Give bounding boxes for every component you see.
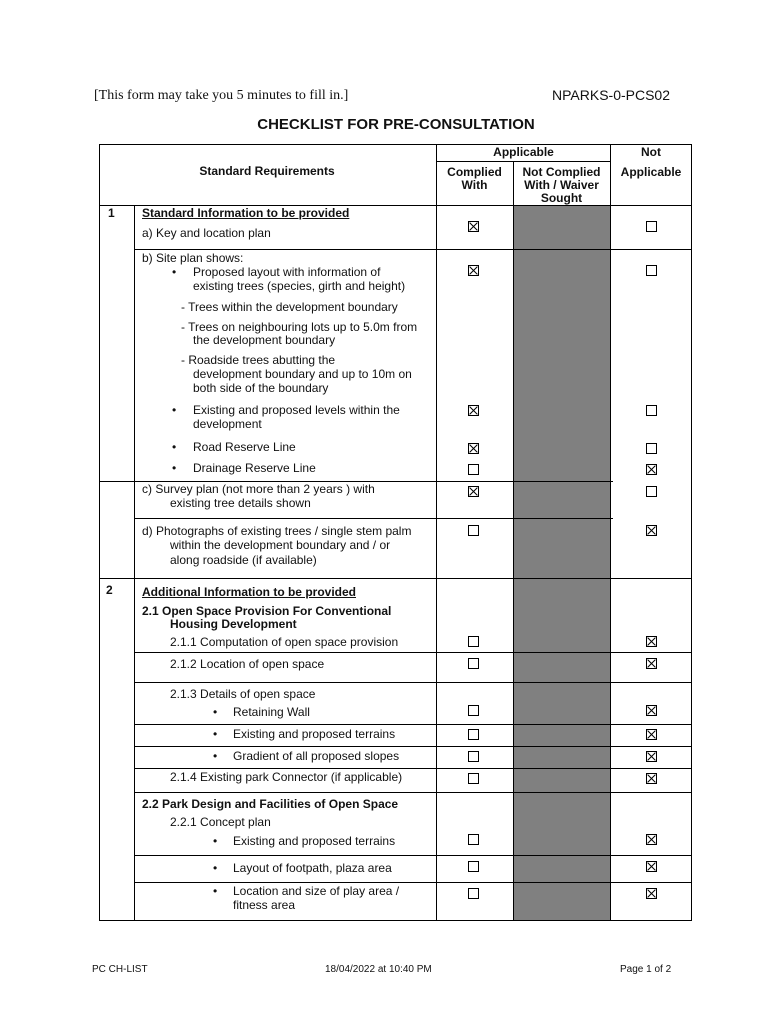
item-2-1-3-a: Retaining Wall — [233, 705, 310, 719]
item-2-2-1-b: Layout of footpath, plaza area — [233, 861, 392, 875]
item-b-dash3-line2: development boundary and up to 10m on — [193, 367, 412, 381]
item-b-dash2-line2: the development boundary — [193, 333, 336, 347]
item-b4: Drainage Reserve Line — [193, 461, 316, 475]
checkbox-2-1-4-complied[interactable] — [468, 773, 479, 784]
header-not-complied-3: Sought — [540, 191, 583, 205]
checkbox-2-1-1-complied[interactable] — [468, 636, 479, 647]
section-number-1: 1 — [108, 206, 115, 220]
item-2-2-1-a: Existing and proposed terrains — [233, 834, 396, 848]
item-2-2-1-c-line2: fitness area — [233, 898, 296, 912]
header-not-applicable-1: Not — [641, 145, 661, 159]
bullet: • — [172, 461, 177, 475]
footer-timestamp: 18/04/2022 at 10:40 PM — [325, 964, 432, 975]
checkbox-2-2-1-c-complied[interactable] — [468, 888, 479, 899]
header-complied-1: Complied — [447, 165, 502, 179]
item-b1-line1: Proposed layout with information of — [193, 265, 381, 279]
item-c-line1: c) Survey plan (not more than 2 years ) with — [142, 482, 375, 496]
item-2-1-3-b: Existing and proposed terrains — [233, 727, 396, 741]
section-number-2: 2 — [106, 583, 113, 597]
header-not-applicable-2: Applicable — [620, 165, 682, 179]
item-d-line1: d) Photographs of existing trees / single stem palm — [142, 524, 412, 538]
item-b-dash3-line3: both side of the boundary — [193, 381, 329, 395]
checkbox-b1-complied[interactable] — [468, 265, 479, 276]
footer-page-number: Page 1 of 2 — [620, 964, 672, 975]
subsection-2-1-line2: Housing Development — [170, 617, 297, 631]
checkbox-d-complied[interactable] — [468, 525, 479, 536]
checkbox-2-1-1-not-applicable[interactable] — [646, 636, 657, 647]
bullet: • — [213, 834, 218, 848]
checkbox-2-1-3-a-complied[interactable] — [468, 705, 479, 716]
time-note: [This form may take you 5 minutes to fill in.] — [94, 88, 349, 103]
footer-doc-id: PC CH-LIST — [92, 964, 148, 975]
section-heading-1: Standard Information to be provided — [142, 206, 350, 220]
form-code: NPARKS-0-PCS02 — [552, 87, 671, 103]
item-2-2-1-c-line1: Location and size of play area / — [233, 884, 400, 898]
header-not-complied-1: Not Complied — [522, 165, 601, 179]
item-a: a) Key and location plan — [142, 226, 271, 240]
checkbox-2-2-1-c-not-applicable[interactable] — [646, 888, 657, 899]
header-complied-2: With — [461, 178, 488, 192]
checkbox-c-complied[interactable] — [468, 486, 479, 497]
checkbox-b2-not-applicable[interactable] — [646, 405, 657, 416]
checkbox-2-2-1-a-complied[interactable] — [468, 834, 479, 845]
bullet: • — [172, 265, 177, 279]
checkbox-b4-not-applicable[interactable] — [646, 464, 657, 475]
checkbox-2-1-2-not-applicable[interactable] — [646, 658, 657, 669]
item-d-line2: within the development boundary and / or — [170, 538, 391, 552]
item-d-line3: along roadside (if available) — [170, 553, 317, 567]
checkbox-d-not-applicable[interactable] — [646, 525, 657, 536]
item-2-1-1: 2.1.1 Computation of open space provision — [170, 635, 399, 649]
checkbox-b3-complied[interactable] — [468, 443, 479, 454]
item-2-2-1: 2.2.1 Concept plan — [170, 815, 271, 829]
item-c-line2: existing tree details shown — [170, 496, 311, 510]
grey-column-1 — [513, 206, 610, 578]
bullet: • — [172, 440, 177, 454]
bullet: • — [213, 861, 218, 875]
checkbox-2-1-3-a-not-applicable[interactable] — [646, 705, 657, 716]
checkbox-b2-complied[interactable] — [468, 405, 479, 416]
item-b-dash2-line1: - Trees on neighbouring lots up to 5.0m from — [181, 320, 418, 334]
header-applicable: Applicable — [493, 145, 554, 159]
grey-column-2 — [513, 579, 610, 921]
item-2-1-3-c: Gradient of all proposed slopes — [233, 749, 400, 763]
checkbox-a-not-applicable[interactable] — [646, 221, 657, 232]
checkbox-b4-complied[interactable] — [468, 464, 479, 475]
subsection-2-2: 2.2 Park Design and Facilities of Open Space — [142, 797, 399, 811]
checkbox-b3-not-applicable[interactable] — [646, 443, 657, 454]
bullet: • — [213, 749, 218, 763]
item-b-dash1: - Trees within the development boundary — [181, 300, 398, 314]
checkbox-c-not-applicable[interactable] — [646, 486, 657, 497]
item-2-1-4: 2.1.4 Existing park Connector (if applicable) — [170, 770, 403, 784]
checkbox-2-1-3-c-complied[interactable] — [468, 751, 479, 762]
header-not-complied-2: With / Waiver — [524, 178, 599, 192]
checkbox-2-1-2-complied[interactable] — [468, 658, 479, 669]
bullet: • — [213, 884, 218, 898]
item-2-1-3: 2.1.3 Details of open space — [170, 687, 316, 701]
item-2-1-2: 2.1.2 Location of open space — [170, 657, 325, 671]
bullet: • — [213, 705, 218, 719]
checkbox-2-1-3-b-complied[interactable] — [468, 729, 479, 740]
item-b3: Road Reserve Line — [193, 440, 296, 454]
item-b-dash3-line1: - Roadside trees abutting the — [181, 353, 336, 367]
checkbox-b1-not-applicable[interactable] — [646, 265, 657, 276]
item-b2-line2: development — [193, 417, 262, 431]
header-standard-requirements: Standard Requirements — [199, 164, 335, 178]
item-b1-line2: existing trees (species, girth and height) — [193, 279, 406, 293]
checkbox-2-1-4-not-applicable[interactable] — [646, 773, 657, 784]
checkbox-2-2-1-b-complied[interactable] — [468, 861, 479, 872]
subsection-2-1-line1: 2.1 Open Space Provision For Conventional — [142, 604, 392, 618]
page-title: CHECKLIST FOR PRE-CONSULTATION — [257, 116, 535, 133]
checkbox-a-complied[interactable] — [468, 221, 479, 232]
item-b2-line1: Existing and proposed levels within the — [193, 403, 400, 417]
checkbox-2-2-1-b-not-applicable[interactable] — [646, 861, 657, 872]
bullet: • — [172, 403, 177, 417]
checkbox-2-1-3-b-not-applicable[interactable] — [646, 729, 657, 740]
section-heading-2: Additional Information to be provided — [142, 585, 356, 599]
checkbox-2-1-3-c-not-applicable[interactable] — [646, 751, 657, 762]
bullet: • — [213, 727, 218, 741]
checkbox-2-2-1-a-not-applicable[interactable] — [646, 834, 657, 845]
item-b-label: b) Site plan shows: — [142, 251, 244, 265]
